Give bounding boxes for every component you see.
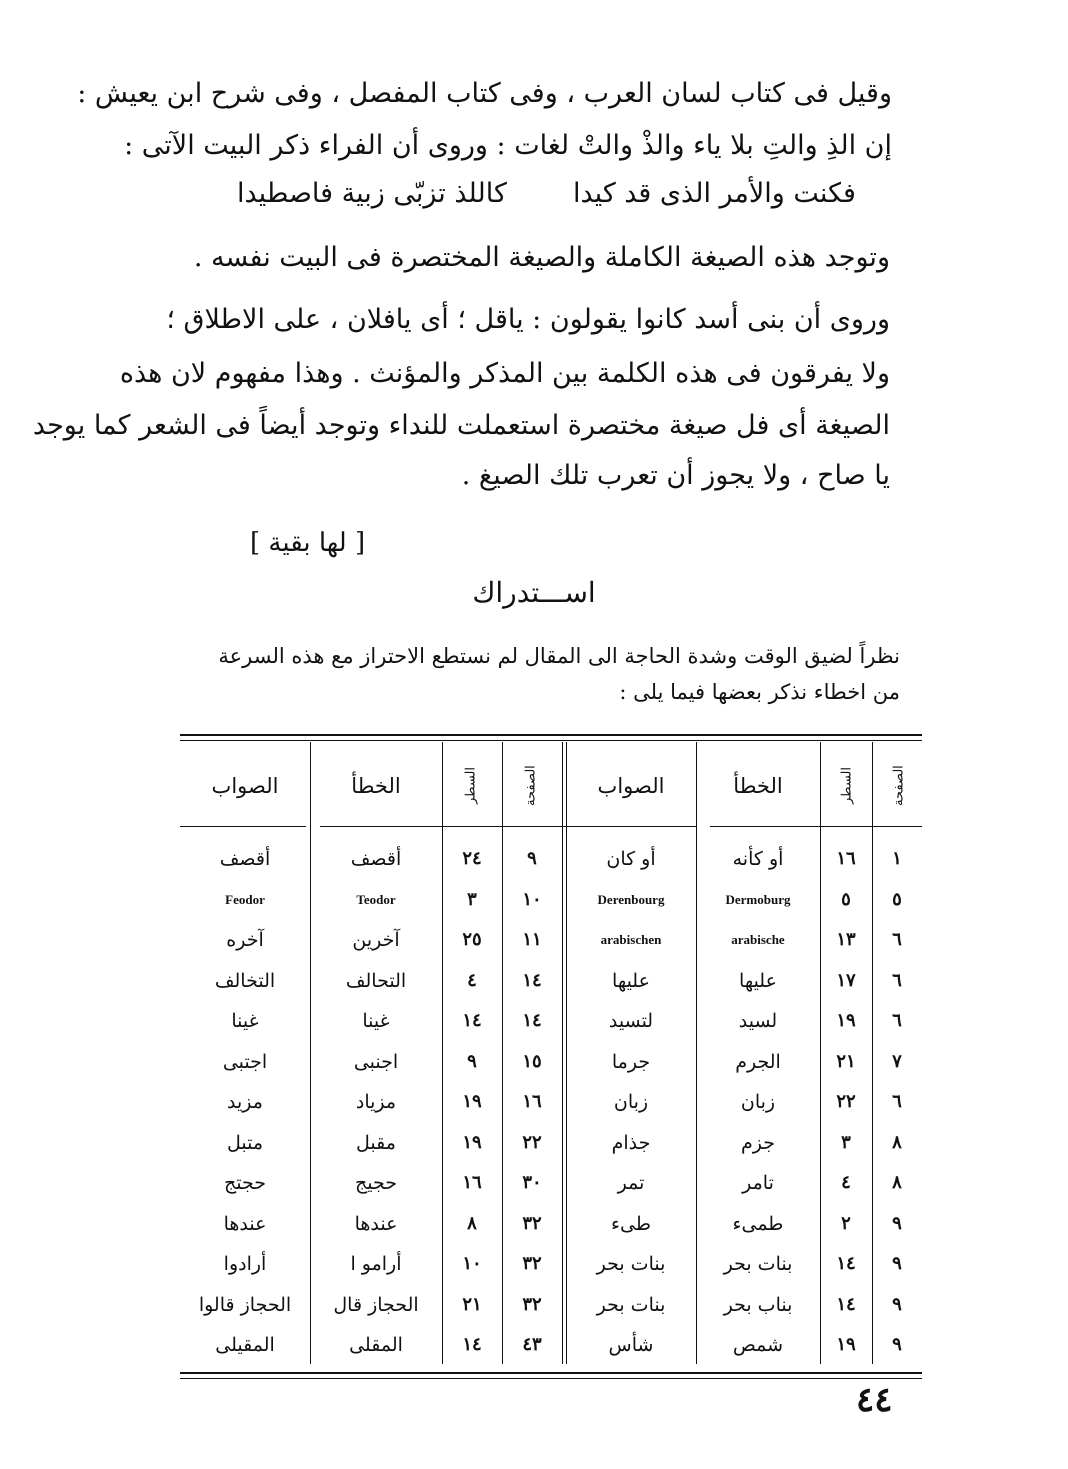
left-row-1-line: ٢٤	[462, 848, 482, 869]
right-row-3-correct: arabischen	[600, 932, 662, 947]
left-row-7-page: ١٦	[522, 1091, 542, 1112]
right-row-13-correct: شأس	[608, 1334, 654, 1356]
left-row-7-error: مزياد	[355, 1091, 397, 1113]
left-row-13-page: ٤٣	[522, 1334, 542, 1355]
left-row-1-error: أقصف	[350, 848, 402, 870]
left-row-9-correct: حجتج	[223, 1172, 266, 1194]
left-row-3-error: آخرين	[352, 929, 400, 951]
left-row-9-error: حجيج	[354, 1172, 397, 1194]
right-row-6-error: الجرم	[735, 1050, 781, 1073]
left-row-10-line: ٨	[467, 1212, 477, 1234]
right-row-5-line: ١٩	[836, 1010, 856, 1031]
right-row-13-error: شمص	[732, 1334, 784, 1356]
right-row-1-page: ١	[892, 848, 902, 869]
right-row-12-error: بناب بحر	[723, 1293, 793, 1316]
right-row-11-line: ١٤	[836, 1253, 856, 1274]
left-row-2-line: ٣	[467, 888, 477, 910]
left-row-3-line: ٢٥	[462, 929, 482, 950]
header-underline	[320, 826, 696, 827]
body-line-2: إن الذِ والتِ بلا ياء والذْ والتْ لغات : وروى أن الفراء ذكر البيت الآتى :	[124, 130, 892, 161]
left-row-7-correct: مزيد	[227, 1091, 263, 1113]
right-row-11-correct: بنات بحر	[596, 1253, 666, 1275]
right-row-11-page: ٩	[892, 1253, 902, 1274]
left-row-11-page: ٣٢	[522, 1253, 542, 1274]
right-row-10-line: ٢	[841, 1212, 851, 1234]
right-row-11-error: بنات بحر	[723, 1253, 793, 1275]
body-line-after-verse: وتوجد هذه الصيغة الكاملة والصيغة المختصرة فى البيت نفسه .	[193, 242, 890, 273]
left-row-1-correct: أقصف	[219, 848, 271, 870]
right-row-8-error: جزم	[741, 1131, 775, 1154]
paragraph2-line-3: الصيغة أى فل صيغة مختصرة استعملت للنداء وتوجد أيضاً فى الشعر كما يوجد	[32, 410, 890, 441]
right-row-6-line: ٢١	[836, 1050, 856, 1072]
left-row-6-correct: اجتبى	[222, 1050, 268, 1073]
intro-line-1: نظراً لضيق الوقت وشدة الحاجة الى المقال لم نستطع الاحتراز مع هذه السرعة	[218, 644, 900, 668]
right-row-1-line: ١٦	[836, 848, 856, 869]
right-row-7-correct: زبان	[613, 1091, 649, 1113]
right-row-5-error: لسيد	[738, 1010, 778, 1032]
left-row-12-line: ٢١	[462, 1293, 482, 1315]
left-row-2-page: ١٠	[522, 888, 542, 910]
remaining-note: [ لها بقية ]	[250, 528, 366, 558]
left-row-8-correct: متبل	[226, 1131, 264, 1154]
left-row-12-error: الحجاز قال	[333, 1293, 419, 1316]
paragraph2-line-2: ولا يفرقون فى هذه الكلمة بين المذكر والمؤنث . وهذا مفهوم لان هذه	[119, 358, 890, 389]
left-row-10-page: ٣٢	[522, 1212, 542, 1234]
right-row-8-line: ٣	[841, 1131, 851, 1153]
right-row-9-line: ٤	[841, 1172, 851, 1193]
table-top-rule-thin	[180, 740, 922, 741]
left-row-8-line: ١٩	[462, 1131, 482, 1153]
right-row-5-page: ٦	[892, 1010, 902, 1031]
left-row-9-page: ٣٠	[522, 1172, 542, 1193]
right-row-6-page: ٧	[892, 1050, 902, 1072]
left-row-3-correct: آخره	[226, 929, 264, 951]
right-row-1-correct: أو كان	[606, 848, 656, 870]
right-row-3-error: arabische	[731, 932, 785, 947]
right-row-2-correct: Derenbourg	[597, 891, 665, 907]
right-row-2-page: ٥	[892, 888, 902, 910]
table-bottom-rule	[180, 1372, 922, 1374]
left-row-8-page: ٢٢	[522, 1131, 542, 1153]
left-row-10-correct: عندها	[223, 1212, 267, 1235]
header-page-right: الصفحة	[891, 765, 907, 807]
right-row-2-error: Dermoburg	[725, 891, 791, 907]
header-underline	[710, 826, 922, 827]
left-row-11-error: أرامو ا	[350, 1253, 402, 1275]
left-row-7-line: ١٩	[462, 1091, 482, 1112]
left-row-5-correct: غينا	[231, 1010, 259, 1032]
verse-second-hemistich: كاللذ تزبّى زبية فاصطيدا	[237, 178, 507, 209]
right-row-3-page: ٦	[892, 929, 902, 950]
left-row-3-page: ١١	[522, 929, 542, 950]
left-row-2-correct: Feodor	[225, 891, 265, 907]
header-line-right: السطر	[839, 767, 855, 805]
section-title: اســـتدراك	[472, 576, 596, 609]
verse-first-hemistich: فكنت والأمر الذى قد كيدا	[573, 178, 856, 209]
right-row-4-line: ١٧	[836, 969, 856, 991]
left-row-4-correct: التخالف	[214, 969, 276, 992]
right-row-7-line: ٢٢	[836, 1091, 856, 1112]
left-row-13-line: ١٤	[462, 1334, 482, 1355]
table-bottom-rule-thin	[180, 1378, 922, 1379]
right-row-6-correct: جرما	[611, 1050, 651, 1073]
right-row-12-correct: بنات بحر	[596, 1293, 666, 1316]
left-row-5-line: ١٤	[462, 1010, 482, 1031]
left-row-4-line: ٤	[467, 969, 477, 991]
left-row-11-correct: أرادوا	[223, 1253, 267, 1275]
header-correct-right: الصواب	[597, 774, 665, 798]
right-row-8-correct: جذام	[611, 1131, 651, 1154]
header-page-left: الصفحة	[523, 765, 539, 807]
left-row-5-page: ١٤	[522, 1010, 542, 1031]
right-row-13-line: ١٩	[836, 1334, 856, 1355]
right-row-1-error: أو كأنه	[732, 848, 784, 870]
left-row-6-error: اجنبى	[353, 1050, 399, 1073]
left-row-6-line: ٩	[467, 1050, 477, 1072]
right-row-12-line: ١٤	[836, 1293, 856, 1315]
header-correct-left: الصواب	[211, 774, 279, 798]
left-row-10-error: عندها	[354, 1212, 398, 1235]
column-divider	[562, 742, 563, 1364]
right-row-5-correct: لتسيد	[608, 1010, 654, 1032]
right-row-9-correct: تمر	[617, 1172, 645, 1194]
right-row-4-correct: عليها	[612, 969, 650, 992]
header-error-left: الخطأ	[351, 774, 401, 798]
left-row-8-error: مقبل	[356, 1131, 396, 1154]
left-row-13-correct: المقيلى	[215, 1334, 275, 1356]
right-row-13-page: ٩	[892, 1334, 902, 1355]
left-row-6-page: ١٥	[522, 1050, 542, 1072]
right-row-10-correct: طىء	[611, 1212, 651, 1235]
right-row-2-line: ٥	[841, 888, 851, 910]
header-error-right: الخطأ	[733, 774, 783, 798]
left-row-4-error: التحالف	[345, 969, 407, 992]
page-number: ٤٤	[856, 1380, 893, 1420]
right-row-4-error: عليها	[739, 969, 777, 992]
right-row-10-error: طمىء	[732, 1212, 784, 1235]
left-row-13-error: المقلى	[349, 1334, 403, 1356]
left-row-12-correct: الحجاز قالوا	[198, 1293, 292, 1316]
right-row-9-error: تامر	[742, 1172, 774, 1194]
left-row-12-page: ٣٢	[522, 1293, 542, 1315]
left-row-9-line: ١٦	[462, 1172, 482, 1193]
right-row-7-error: زبان	[740, 1091, 776, 1113]
right-row-3-line: ١٣	[836, 929, 856, 950]
table-top-rule	[180, 734, 922, 736]
right-row-12-page: ٩	[892, 1293, 902, 1315]
intro-line-2: من اخطاء نذكر بعضها فيما يلى :	[619, 680, 900, 704]
body-line-1: وقيل فى كتاب لسان العرب ، وفى كتاب المفصل ، وفى شرح ابن يعيش :	[77, 78, 892, 109]
paragraph2-line-4: يا صاح ، ولا يجوز أن تعرب تلك الصيغ .	[461, 460, 890, 491]
right-row-4-page: ٦	[892, 969, 902, 991]
errata-table	[180, 742, 922, 1366]
right-row-9-page: ٨	[892, 1172, 902, 1193]
left-row-4-page: ١٤	[522, 969, 542, 991]
right-row-8-page: ٨	[892, 1131, 902, 1153]
header-underline	[180, 826, 306, 827]
paragraph2-line-1: وروى أن بنى أسد كانوا يقولون : ياقل ؛ أى يافلان ، على الاطلاق ؛	[166, 304, 890, 335]
left-row-2-error: Teodor	[356, 891, 396, 907]
right-row-7-page: ٦	[892, 1091, 902, 1112]
left-row-1-page: ٩	[527, 848, 537, 869]
right-row-10-page: ٩	[892, 1212, 902, 1234]
left-row-11-line: ١٠	[462, 1253, 482, 1274]
header-line-left: السطر	[463, 767, 479, 805]
left-row-5-error: غينا	[362, 1010, 390, 1032]
